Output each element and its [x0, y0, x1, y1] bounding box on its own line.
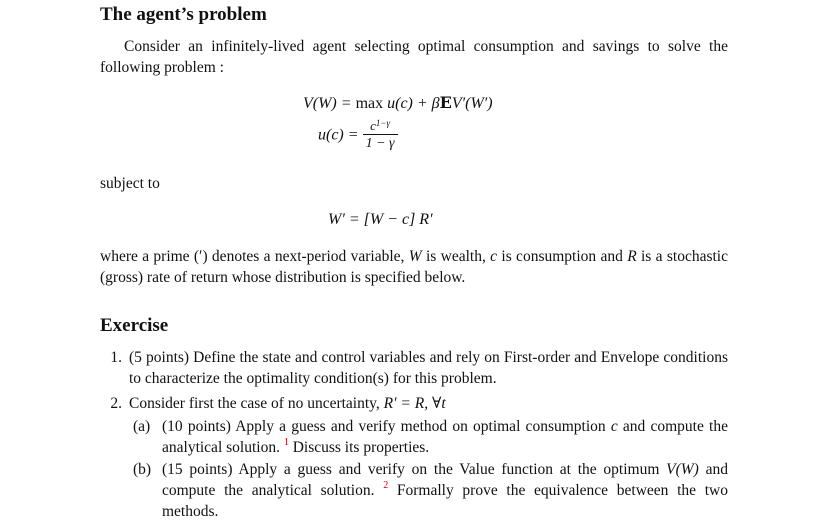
value-function-rhs1: u(c) + β [387, 95, 440, 112]
utility-denominator: 1 − γ [363, 134, 398, 152]
subitem-b-text [162, 459, 728, 522]
item-2-text [129, 393, 728, 414]
item-1-number: 1. [110, 349, 122, 366]
item-1-text: (5 points) Define the state and control variables and rely on First-order and Envelope conditions to characterize the optimality condition(s) for this problem. [129, 349, 728, 387]
utility-numerator-base: c [370, 118, 376, 133]
utility-equation [318, 118, 398, 152]
exercise-heading: Exercise [100, 315, 169, 336]
value-function-equation [303, 92, 493, 114]
subitem-a-text-post: Discuss its properties. [288, 439, 430, 456]
definitions-part1: where a prime (′) denotes a next-period variable, [100, 248, 409, 265]
definitions-part3: is consumption and [497, 248, 628, 265]
item-2-number: 2. [110, 395, 122, 412]
section-heading: The agent’s problem [100, 4, 267, 25]
subitem-b-math: V(W) [666, 461, 699, 478]
subitem-a-label: (a) [133, 418, 151, 435]
subitem-a-math: c [610, 418, 618, 435]
subitem-b-text-mid: and compute the analytical solution. [162, 461, 728, 499]
footnote-mark-2[interactable]: 2 [383, 480, 389, 491]
subitem-a-text-mid: and compute the analytical solution. [162, 418, 728, 456]
consumption-symbol: c [490, 248, 498, 265]
definitions-part4: is a stochastic (gross) rate of return whose distribution is specified below. [100, 248, 728, 286]
intro-paragraph [100, 36, 728, 78]
subject-to-label: subject to [100, 175, 160, 192]
item-2-text-pre: Consider first the case of no uncertainty, [129, 395, 384, 412]
subitem-b-label: (b) [133, 461, 152, 478]
wealth-symbol: W [408, 248, 422, 265]
subitem-b-text-post: Formally prove the equivalence between the two methods. [162, 482, 728, 520]
definitions-paragraph [100, 246, 728, 288]
return-symbol: R [627, 248, 637, 265]
subitem-a-text-pre: (10 points) Apply a guess and verify method on optimal consumption [162, 418, 611, 435]
footnote-mark-1[interactable]: 1 [283, 437, 289, 448]
utility-lhs: u(c) = [318, 126, 359, 144]
expectation-operator: E [439, 93, 452, 112]
definitions-text [100, 246, 728, 288]
value-function-rhs2: V′(W′) [451, 95, 493, 112]
subitem-b-text-pre: (15 points) Apply a guess and verify on the Value function at the optimum [162, 461, 667, 478]
budget-constraint-equation: W′ = [W − c] R′ [328, 211, 433, 228]
subitem-a-text [162, 416, 728, 458]
utility-fraction [363, 118, 398, 152]
definitions-part2: is wealth, [421, 248, 491, 265]
value-function-lhs: V(W) = [303, 95, 356, 112]
value-function-max: max [355, 95, 388, 112]
item-2-math: R′ = R, ∀t [383, 395, 446, 412]
intro-text: Consider an infinitely-lived agent selecting optimal consumption and savings to solve the following problem : [100, 38, 728, 76]
utility-numerator-exponent: 1−γ [375, 118, 390, 128]
